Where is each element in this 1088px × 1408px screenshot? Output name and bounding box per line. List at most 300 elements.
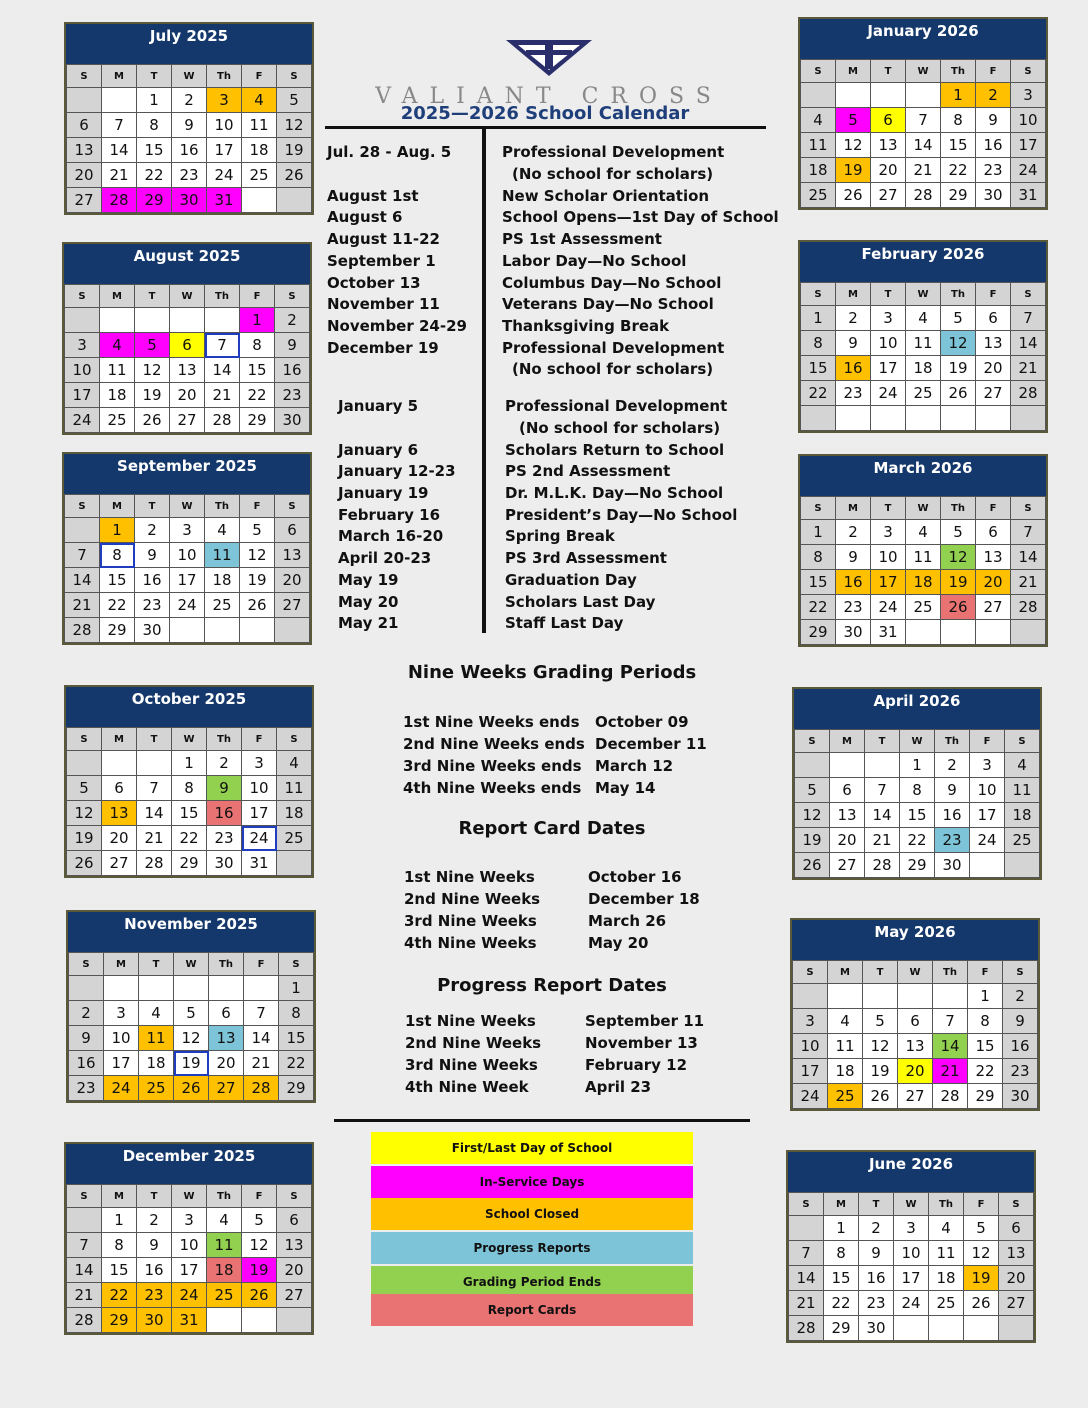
weekday-header: Th — [207, 65, 242, 88]
day-cell: 11 — [906, 545, 941, 570]
weekday-header: S — [1005, 730, 1040, 753]
weekday-header: F — [242, 728, 277, 751]
day-cell: 23 — [976, 158, 1011, 183]
day-cell: 20 — [209, 1051, 244, 1076]
month-feb-2026 — [798, 240, 1048, 433]
period-date: December 18 — [588, 890, 700, 908]
day-cell: 17 — [170, 568, 205, 593]
empty-day-cell — [240, 618, 275, 643]
period-label: 2nd Nine Weeks — [405, 1034, 542, 1052]
empty-day-cell — [209, 976, 244, 1001]
day-cell: 10 — [207, 113, 242, 138]
weekday-header: F — [242, 65, 277, 88]
day-cell: 9 — [207, 776, 242, 801]
day-cell: 22 — [900, 828, 935, 853]
day-cell: 21 — [137, 826, 172, 851]
event-note: (No school for scholars) — [512, 360, 714, 378]
day-cell: 18 — [906, 356, 941, 381]
day-cell: 12 — [836, 133, 871, 158]
day-cell: 27 — [67, 188, 102, 213]
day-cell: 15 — [941, 133, 976, 158]
day-cell: 22 — [801, 381, 836, 406]
weekday-header: S — [67, 65, 102, 88]
day-cell: 28 — [67, 1308, 102, 1333]
day-cell: 5 — [174, 1001, 209, 1026]
day-cell: 26 — [135, 408, 170, 433]
day-cell: 6 — [209, 1001, 244, 1026]
empty-day-cell — [277, 851, 312, 876]
day-cell: 28 — [102, 188, 137, 213]
day-cell: 24 — [207, 163, 242, 188]
empty-day-cell — [871, 83, 906, 108]
day-cell: 30 — [976, 183, 1011, 208]
day-cell: 16 — [137, 1258, 172, 1283]
month-title: December 2025 — [66, 1144, 312, 1184]
event-description: Professional Development — [502, 339, 725, 357]
weekday-header: W — [906, 60, 941, 83]
day-cell: 30 — [859, 1316, 894, 1341]
weekday-header: F — [242, 1185, 277, 1208]
day-cell: 26 — [941, 381, 976, 406]
month-aug-2025 — [62, 242, 312, 435]
day-cell: 14 — [67, 1258, 102, 1283]
event-date: December 19 — [327, 339, 439, 357]
month-title: May 2026 — [792, 920, 1038, 960]
day-cell: 4 — [242, 88, 277, 113]
legend-item: Grading Period Ends — [371, 1266, 693, 1298]
day-cell: 20 — [871, 158, 906, 183]
day-cell: 20 — [976, 570, 1011, 595]
empty-day-cell — [104, 976, 139, 1001]
day-cell: 3 — [970, 753, 1005, 778]
month-title: October 2025 — [66, 687, 312, 727]
day-cell: 29 — [824, 1316, 859, 1341]
period-date: May 20 — [588, 934, 649, 952]
day-cell: 22 — [137, 163, 172, 188]
day-cell: 27 — [976, 595, 1011, 620]
day-cell: 2 — [172, 88, 207, 113]
weekday-header: T — [139, 953, 174, 976]
empty-day-cell — [894, 1316, 929, 1341]
day-cell: 2 — [976, 83, 1011, 108]
day-cell: 13 — [898, 1034, 933, 1059]
weekday-header: M — [100, 495, 135, 518]
day-cell: 6 — [871, 108, 906, 133]
weekday-header: M — [102, 728, 137, 751]
day-cell: 5 — [863, 1009, 898, 1034]
day-cell: 15 — [824, 1266, 859, 1291]
day-cell: 30 — [137, 1308, 172, 1333]
day-cell: 12 — [242, 1233, 277, 1258]
weekday-header: S — [275, 495, 310, 518]
legend-rule — [334, 1119, 750, 1122]
empty-day-cell — [174, 976, 209, 1001]
day-cell: 14 — [1011, 545, 1046, 570]
day-cell: 20 — [830, 828, 865, 853]
event-description: President’s Day—No School — [505, 506, 738, 524]
legend-item: Report Cards — [371, 1294, 693, 1326]
weekday-header: Th — [941, 60, 976, 83]
day-cell: 7 — [865, 778, 900, 803]
day-cell: 20 — [999, 1266, 1034, 1291]
weekday-header: S — [65, 495, 100, 518]
day-cell: 4 — [1005, 753, 1040, 778]
day-cell: 24 — [242, 826, 277, 851]
day-cell: 6 — [898, 1009, 933, 1034]
day-cell: 3 — [1011, 83, 1046, 108]
day-cell: 14 — [205, 358, 240, 383]
title-rule — [325, 126, 766, 129]
day-cell: 24 — [104, 1076, 139, 1101]
day-cell: 6 — [976, 520, 1011, 545]
day-cell: 16 — [275, 358, 310, 383]
day-cell: 7 — [102, 113, 137, 138]
period-label: 4th Nine Weeks — [404, 934, 537, 952]
empty-day-cell — [100, 308, 135, 333]
empty-day-cell — [836, 83, 871, 108]
day-cell: 14 — [906, 133, 941, 158]
weekday-header: S — [789, 1193, 824, 1216]
day-cell: 7 — [244, 1001, 279, 1026]
day-cell: 25 — [929, 1291, 964, 1316]
month-jun-2026 — [786, 1150, 1036, 1343]
weekday-header: Th — [933, 961, 968, 984]
day-cell: 15 — [900, 803, 935, 828]
event-description: Professional Development — [505, 397, 728, 415]
day-cell: 13 — [976, 331, 1011, 356]
day-cell: 28 — [244, 1076, 279, 1101]
day-cell: 28 — [65, 618, 100, 643]
empty-day-cell — [898, 984, 933, 1009]
period-date: October 09 — [595, 713, 689, 731]
day-cell: 24 — [871, 381, 906, 406]
day-cell: 9 — [275, 333, 310, 358]
day-cell: 17 — [1011, 133, 1046, 158]
day-cell: 20 — [277, 1258, 312, 1283]
day-cell: 4 — [100, 333, 135, 358]
period-date: April 23 — [585, 1078, 652, 1096]
day-cell: 21 — [65, 593, 100, 618]
event-date: November 11 — [327, 295, 440, 313]
day-cell: 2 — [137, 1208, 172, 1233]
event-description: Professional Development — [502, 143, 725, 161]
event-date: May 20 — [338, 593, 399, 611]
day-cell: 2 — [275, 308, 310, 333]
day-cell: 15 — [279, 1026, 314, 1051]
day-cell: 3 — [871, 306, 906, 331]
day-cell: 29 — [100, 618, 135, 643]
day-cell: 19 — [277, 138, 312, 163]
event-date: May 19 — [338, 571, 399, 589]
period-label: 1st Nine Weeks — [404, 868, 535, 886]
day-cell: 25 — [1005, 828, 1040, 853]
weekday-header: W — [894, 1193, 929, 1216]
day-cell: 22 — [941, 158, 976, 183]
events-divider — [482, 128, 486, 633]
event-date: October 13 — [327, 274, 421, 292]
day-cell: 13 — [67, 138, 102, 163]
day-cell: 28 — [137, 851, 172, 876]
empty-day-cell — [242, 1308, 277, 1333]
day-cell: 12 — [240, 543, 275, 568]
day-cell: 2 — [935, 753, 970, 778]
month-may-2026 — [790, 918, 1040, 1111]
day-cell: 25 — [801, 183, 836, 208]
day-cell: 26 — [941, 595, 976, 620]
event-description: PS 2nd Assessment — [505, 462, 671, 480]
day-cell: 2 — [69, 1001, 104, 1026]
day-cell: 18 — [277, 801, 312, 826]
empty-day-cell — [65, 308, 100, 333]
weekday-header: F — [964, 1193, 999, 1216]
day-cell: 19 — [135, 383, 170, 408]
event-note: (No school for scholars) — [512, 165, 714, 183]
event-date: February 16 — [338, 506, 441, 524]
day-cell: 9 — [137, 1233, 172, 1258]
day-cell: 6 — [170, 333, 205, 358]
empty-day-cell — [1011, 620, 1046, 645]
day-cell: 20 — [67, 163, 102, 188]
event-date: August 1st — [327, 187, 419, 205]
day-cell: 30 — [935, 853, 970, 878]
event-description: Dr. M.L.K. Day—No School — [505, 484, 724, 502]
empty-day-cell — [964, 1316, 999, 1341]
day-cell: 19 — [240, 568, 275, 593]
day-cell: 26 — [174, 1076, 209, 1101]
day-cell: 4 — [828, 1009, 863, 1034]
day-cell: 1 — [801, 520, 836, 545]
weekday-header: F — [968, 961, 1003, 984]
day-cell: 9 — [172, 113, 207, 138]
empty-day-cell — [941, 620, 976, 645]
weekday-header: S — [1011, 283, 1046, 306]
day-cell: 2 — [1003, 984, 1038, 1009]
day-cell: 18 — [906, 570, 941, 595]
day-cell: 6 — [275, 518, 310, 543]
period-label: 3rd Nine Weeks ends — [403, 757, 582, 775]
day-cell: 4 — [139, 1001, 174, 1026]
event-description: Staff Last Day — [505, 614, 624, 632]
day-cell: 24 — [1011, 158, 1046, 183]
progress-report-title: Progress Report Dates — [437, 975, 667, 996]
day-cell: 7 — [65, 543, 100, 568]
day-cell: 4 — [929, 1216, 964, 1241]
day-cell: 5 — [277, 88, 312, 113]
day-cell: 8 — [279, 1001, 314, 1026]
day-cell: 19 — [941, 570, 976, 595]
day-cell: 25 — [207, 1283, 242, 1308]
day-cell: 1 — [172, 751, 207, 776]
day-cell: 19 — [242, 1258, 277, 1283]
day-cell: 4 — [906, 306, 941, 331]
period-date: March 12 — [595, 757, 674, 775]
day-cell: 25 — [242, 163, 277, 188]
day-cell: 21 — [933, 1059, 968, 1084]
day-cell: 31 — [242, 851, 277, 876]
empty-day-cell — [906, 620, 941, 645]
legend-item: School Closed — [371, 1198, 693, 1230]
weekday-header: T — [135, 495, 170, 518]
period-date: November 13 — [585, 1034, 698, 1052]
report-card-title: Report Card Dates — [458, 818, 646, 839]
empty-day-cell — [801, 83, 836, 108]
weekday-header: S — [277, 65, 312, 88]
event-description: Spring Break — [505, 527, 615, 545]
day-cell: 25 — [906, 381, 941, 406]
period-date: February 12 — [585, 1056, 688, 1074]
day-cell: 5 — [941, 306, 976, 331]
empty-day-cell — [999, 1316, 1034, 1341]
day-cell: 18 — [139, 1051, 174, 1076]
day-cell: 17 — [970, 803, 1005, 828]
period-label: 4th Nine Week — [405, 1078, 529, 1096]
period-date: March 26 — [588, 912, 667, 930]
empty-day-cell — [207, 1308, 242, 1333]
day-cell: 21 — [244, 1051, 279, 1076]
day-cell: 16 — [1003, 1034, 1038, 1059]
day-cell: 25 — [139, 1076, 174, 1101]
event-note: (No school for scholars) — [519, 419, 721, 437]
day-cell: 15 — [240, 358, 275, 383]
event-date: April 20-23 — [338, 549, 432, 567]
day-cell: 9 — [1003, 1009, 1038, 1034]
weekday-header: M — [100, 285, 135, 308]
weekday-header: Th — [941, 497, 976, 520]
day-cell: 14 — [244, 1026, 279, 1051]
weekday-header: T — [137, 728, 172, 751]
month-title: February 2026 — [800, 242, 1046, 282]
event-description: New Scholar Orientation — [502, 187, 710, 205]
day-cell: 29 — [801, 620, 836, 645]
day-cell: 15 — [100, 568, 135, 593]
day-cell: 8 — [102, 1233, 137, 1258]
day-cell: 2 — [836, 520, 871, 545]
day-cell: 8 — [100, 543, 135, 568]
day-cell: 8 — [941, 108, 976, 133]
weekday-header: W — [906, 283, 941, 306]
day-cell: 25 — [205, 593, 240, 618]
weekday-header: M — [828, 961, 863, 984]
day-cell: 17 — [894, 1266, 929, 1291]
empty-day-cell — [836, 406, 871, 431]
day-cell: 10 — [170, 543, 205, 568]
empty-day-cell — [205, 308, 240, 333]
day-cell: 24 — [970, 828, 1005, 853]
day-cell: 5 — [240, 518, 275, 543]
day-cell: 9 — [935, 778, 970, 803]
day-cell: 3 — [65, 333, 100, 358]
period-label: 3rd Nine Weeks — [404, 912, 537, 930]
empty-day-cell — [933, 984, 968, 1009]
period-date: September 11 — [585, 1012, 705, 1030]
day-cell: 23 — [935, 828, 970, 853]
day-cell: 18 — [828, 1059, 863, 1084]
weekday-header: S — [801, 283, 836, 306]
day-cell: 17 — [65, 383, 100, 408]
day-cell: 19 — [941, 356, 976, 381]
day-cell: 18 — [205, 568, 240, 593]
empty-day-cell — [244, 976, 279, 1001]
legend-item: Progress Reports — [371, 1232, 693, 1264]
day-cell: 22 — [172, 826, 207, 851]
period-label: 1st Nine Weeks ends — [403, 713, 580, 731]
month-oct-2025 — [64, 685, 314, 878]
month-title: September 2025 — [64, 454, 310, 494]
weekday-header: S — [277, 728, 312, 751]
empty-day-cell — [277, 1308, 312, 1333]
day-cell: 8 — [801, 545, 836, 570]
weekday-header: Th — [207, 1185, 242, 1208]
day-cell: 29 — [941, 183, 976, 208]
weekday-header: Th — [205, 495, 240, 518]
day-cell: 11 — [205, 543, 240, 568]
event-description: Scholars Last Day — [505, 593, 656, 611]
day-cell: 27 — [830, 853, 865, 878]
empty-day-cell — [865, 753, 900, 778]
day-cell: 17 — [871, 356, 906, 381]
day-cell: 10 — [894, 1241, 929, 1266]
day-cell: 24 — [894, 1291, 929, 1316]
weekday-header: S — [67, 1185, 102, 1208]
day-cell: 15 — [801, 570, 836, 595]
weekday-header: F — [240, 285, 275, 308]
day-cell: 12 — [67, 801, 102, 826]
empty-day-cell — [205, 618, 240, 643]
day-cell: 30 — [275, 408, 310, 433]
day-cell: 11 — [929, 1241, 964, 1266]
month-title: July 2025 — [66, 24, 312, 64]
day-cell: 5 — [135, 333, 170, 358]
weekday-header: W — [170, 285, 205, 308]
day-cell: 16 — [207, 801, 242, 826]
day-cell: 27 — [102, 851, 137, 876]
day-cell: 12 — [941, 545, 976, 570]
month-title: June 2026 — [788, 1152, 1034, 1192]
day-cell: 6 — [830, 778, 865, 803]
period-label: 1st Nine Weeks — [405, 1012, 536, 1030]
empty-day-cell — [69, 976, 104, 1001]
day-cell: 2 — [207, 751, 242, 776]
empty-day-cell — [976, 406, 1011, 431]
day-cell: 13 — [999, 1241, 1034, 1266]
day-cell: 10 — [1011, 108, 1046, 133]
day-cell: 16 — [935, 803, 970, 828]
day-cell: 1 — [240, 308, 275, 333]
event-description: Labor Day—No School — [502, 252, 687, 270]
weekday-header: S — [67, 728, 102, 751]
day-cell: 11 — [277, 776, 312, 801]
day-cell: 13 — [277, 1233, 312, 1258]
empty-day-cell — [67, 1208, 102, 1233]
day-cell: 10 — [871, 545, 906, 570]
calendar-title: 2025—2026 School Calendar — [400, 103, 690, 124]
day-cell: 23 — [275, 383, 310, 408]
day-cell: 7 — [933, 1009, 968, 1034]
day-cell: 9 — [859, 1241, 894, 1266]
day-cell: 22 — [240, 383, 275, 408]
weekday-header: S — [65, 285, 100, 308]
weekday-header: S — [801, 60, 836, 83]
day-cell: 5 — [941, 520, 976, 545]
day-cell: 21 — [865, 828, 900, 853]
period-label: 3rd Nine Weeks — [405, 1056, 538, 1074]
day-cell: 20 — [976, 356, 1011, 381]
day-cell: 1 — [968, 984, 1003, 1009]
day-cell: 10 — [970, 778, 1005, 803]
empty-day-cell — [102, 751, 137, 776]
empty-day-cell — [102, 88, 137, 113]
day-cell: 22 — [824, 1291, 859, 1316]
